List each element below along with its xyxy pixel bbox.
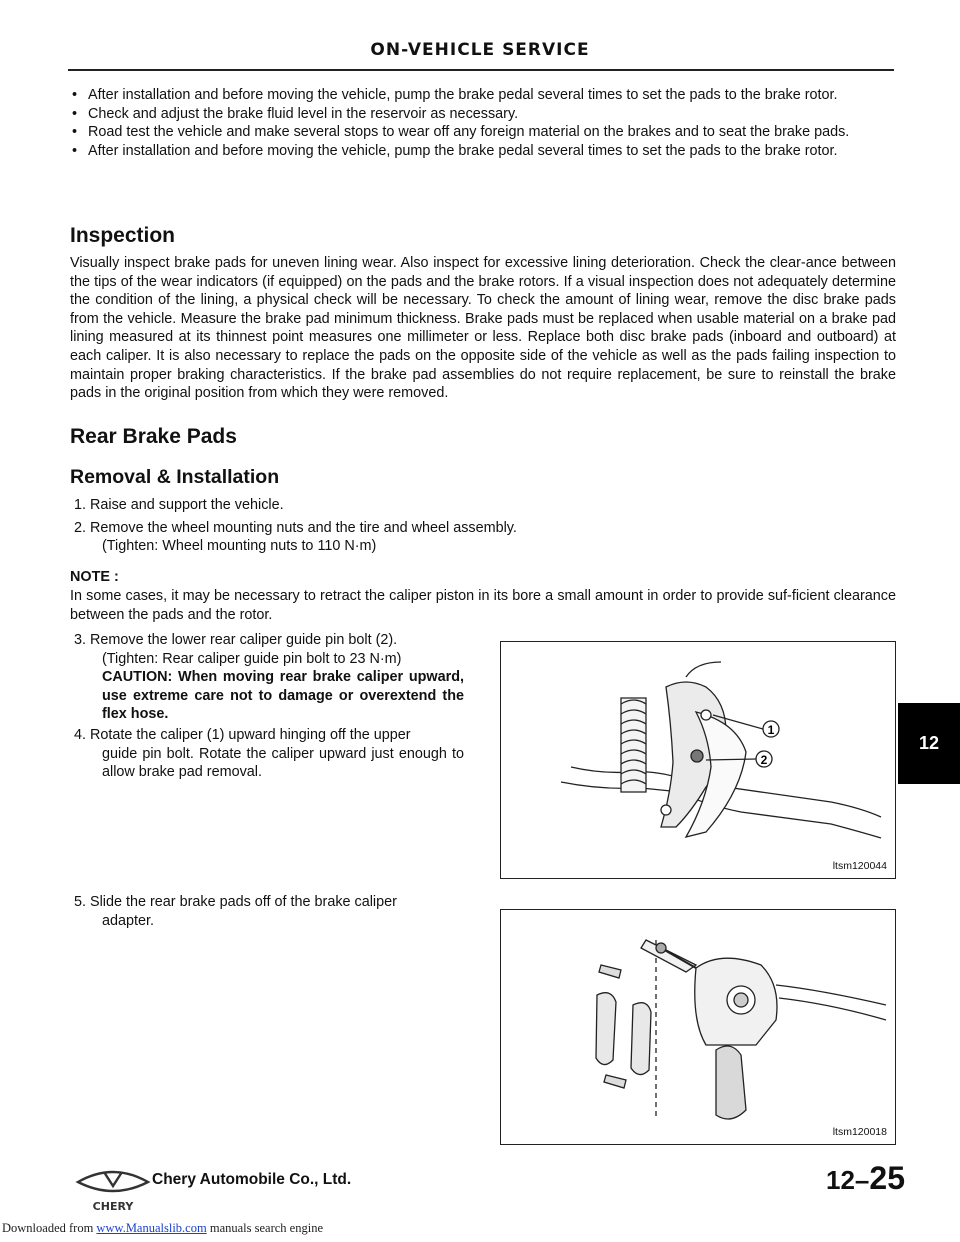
page-prefix: 12– [826,1165,870,1195]
bullet-item [70,142,896,161]
chery-logo-icon [74,1164,152,1212]
bullet-item [70,105,896,124]
bullet-dot: • [72,124,78,140]
figure-brake-pads-removal [500,909,896,1145]
bullet-text: Check and adjust the brake fluid level in the reservoir as necessary. [88,105,519,122]
step-4-text-continued: guide pin bolt. Rotate the caliper upward just enough to allow brake pad removal. [102,745,464,780]
step-item [74,496,674,515]
figure-id: ltsm120044 [832,860,887,872]
svg-text:CHERY: CHERY [92,1200,134,1212]
note-text: In some cases, it may be necessary to retract the caliper piston in its bore a small amount in order to provide suf-ficient clearance between the pads and the rotor. [70,588,896,623]
page-number [826,1160,905,1197]
page-num: 25 [869,1160,905,1196]
bullet-item [70,86,896,105]
header-divider [68,69,894,71]
figure-caliper-guide-pin [500,641,896,879]
bullet-text: Road test the vehicle and make several stops to wear off any foreign material on the brakes and to seat the brake pads. [88,124,850,140]
bullet-text: After installation and before moving the vehicle, pump the brake pedal several times to set the pads to the brake rotor. [88,142,838,159]
step-3-tighten-spec: (Tighten: Rear caliper guide pin bolt to 23 N·m) [102,650,402,667]
step-3-text: 3. Remove the lower rear caliper guide pin bolt (2). [74,632,398,648]
callout-label: 1 [767,723,775,737]
step-4-text: 4. Rotate the caliper (1) upward hinging off the upper [74,727,411,743]
download-suffix: manuals search engine [206,1221,323,1235]
step-text: 2. Remove the wheel mounting nuts and the tire and wheel assembly. [74,519,517,536]
step-3-caution: CAUTION: When moving rear brake caliper upward, use extreme care not to damage or overextend the flex hose. [102,669,464,722]
bullet-list [70,86,896,160]
brake-pad-illustration [501,910,895,1144]
caliper-illustration [501,642,895,878]
removal-installation-heading: Removal & Installation [70,466,280,488]
step-4 [74,726,464,782]
inspection-paragraph: Visually inspect brake pads for uneven lining wear. Also inspect for excessive lining deterioration. Check the clear-ance between the tips of the wear indicators (if equipped) on the pads and the brake rotors. If a visual inspection does not adequately determine the condition of the lining, a physical check will be necessary. To check the amount of lining wear, remove the disc brake pads from the vehicle. Measure the brake pad minimum thickness. Brake pads must be replaced when usable material on a brake pad lining measured at its thinnest point measures one millimeter or less. Replace both disc brake pads (inboard and outboard) at each caliper. It is also necessary to replace the pads on the opposite side of the vehicle as well as the pads failing inspection to maintain proper braking characteristics. If the brake pad assemblies do not require replacement, be sure to reinstall the brake pads in the original position from which they were removed. [70,255,896,402]
page-header-title: ON-VEHICLE SERVICE [370,40,590,60]
bullet-dot: • [72,87,78,103]
manualslib-link[interactable]: www.Manualslib.com [96,1221,207,1235]
bullet-text: After installation and before moving the vehicle, pump the brake pedal several times to set the pads to the brake rotor. [88,87,838,103]
download-credit [2,1221,323,1236]
bullet-dot: • [72,105,78,122]
step-3 [74,631,464,724]
step-5-text-continued: adapter. [102,912,155,929]
step-item [74,519,674,556]
step-5-text: 5. Slide the rear brake pads off of the brake caliper [74,894,397,910]
steps-list [74,496,674,560]
step-tighten-spec: (Tighten: Wheel mounting nuts to 110 N·m) [102,538,377,554]
figure-id: ltsm120018 [832,1126,887,1138]
inspection-heading: Inspection [70,224,176,247]
section-tab: 12 [898,703,960,784]
callout-label: 2 [760,753,768,767]
step-text: 1. Raise and support the vehicle. [74,497,284,513]
bullet-item [70,123,896,142]
note-label: NOTE : [70,569,119,585]
step-5 [74,893,464,930]
rear-brake-pads-heading: Rear Brake Pads [70,425,237,448]
footer-company: Chery Automobile Co., Ltd. [152,1171,352,1188]
bullet-dot: • [72,142,78,159]
download-prefix: Downloaded from [2,1221,94,1235]
